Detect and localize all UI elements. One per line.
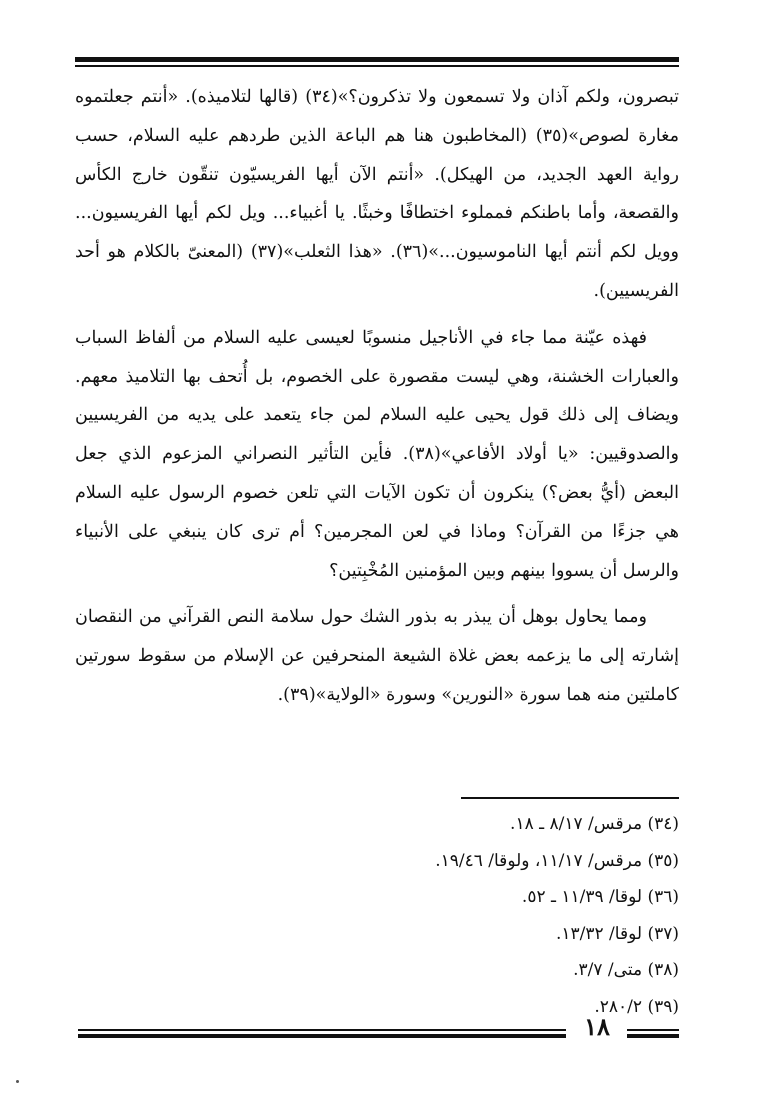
footnote-separator xyxy=(461,797,679,799)
footnote-38: (٣٨) متى/ ٣/٧. xyxy=(573,960,679,980)
main-text xyxy=(75,78,679,715)
footnote-34: (٣٤) مرقس/ ٨/١٧ ـ ١٨. xyxy=(510,814,679,834)
paragraph-2: فهذه عيّنة مما جاء في الأناجيل منسوبًا لعيسى عليه السلام من ألفاظ السباب والعبارات الخشنة، وهي ليست مقصورة على الخصوم، بل أُتحف بها التلاميذ معهم. ويضاف إلى ذلك قول يحيى عليه السلام لمن جاء يتعمد على يديه من الفريسيين والصدوقيين: «يا أولاد الأفاعي»(٣٨). فأين التأثير النصراني المزعوم الذي جعل البعض (أيُّ بعض؟) ينكرون أن تكون الآيات التي تلعن خصوم الرسول عليه السلام هي جزءًا من القرآن؟ وماذا في لعن المجرمين؟ أم ترى كان ينبغي على الأنبياء والرسل أن يسووا بينهم وبين المؤمنين المُخْبِتين؟ xyxy=(75,327,679,581)
bottom-rule-left xyxy=(78,1020,566,1048)
footnote-36: (٣٦) لوقا/ ١١/٣٩ ـ ٥٢. xyxy=(521,887,679,907)
top-double-rule xyxy=(75,57,679,67)
scan-speck xyxy=(16,1080,19,1083)
paragraph-3: ومما يحاول بوهل أن يبذر به بذور الشك حول سلامة النص القرآني من النقصان إشارته إلى ما يزعمه بعض غلاة الشيعة المنحرفين عن الإسلام من سقوط سورتين كاملتين منه هما سورة «النورين» وسورة «الولاية»(٣٩). xyxy=(75,607,679,705)
bottom-rule-right xyxy=(627,1020,679,1048)
page-number: ١٨ xyxy=(584,1012,610,1041)
footnote-39: (٣٩) ٢٨٠/٢. xyxy=(594,996,679,1017)
footnotes xyxy=(259,806,679,1025)
paragraph-1: تبصرون، ولكم آذان ولا تسمعون ولا تذكرون؟»(٣٤) (قالها لتلاميذه). «أنتم جعلتموه مغارة لصوص»(٣٥) (المخاطبون هنا هم الباعة الذين طردهم عليه السلام، حسب رواية العهد الجديد، من الهيكل). «أنتم الآن أيها الفريسيّون تنقّون خارج الكأس والقصعة، وأما باطنكم فمملوء اختطافًا وخبثًا. يا أغبياء... ويل لكم أيها الفريسيون... وويل لكم أنتم أيها الناموسيون...»(٣٦). «هذا الثعلب»(٣٧) (المعنىّ بالكلام هو أحد الفريسيين). xyxy=(75,87,679,301)
footnote-35: (٣٥) مرقس/ ١١/١٧، ولوقا/ ١٩/٤٦. xyxy=(435,850,679,871)
footnote-37: (٣٧) لوقا/ ١٣/٣٢. xyxy=(555,923,679,944)
